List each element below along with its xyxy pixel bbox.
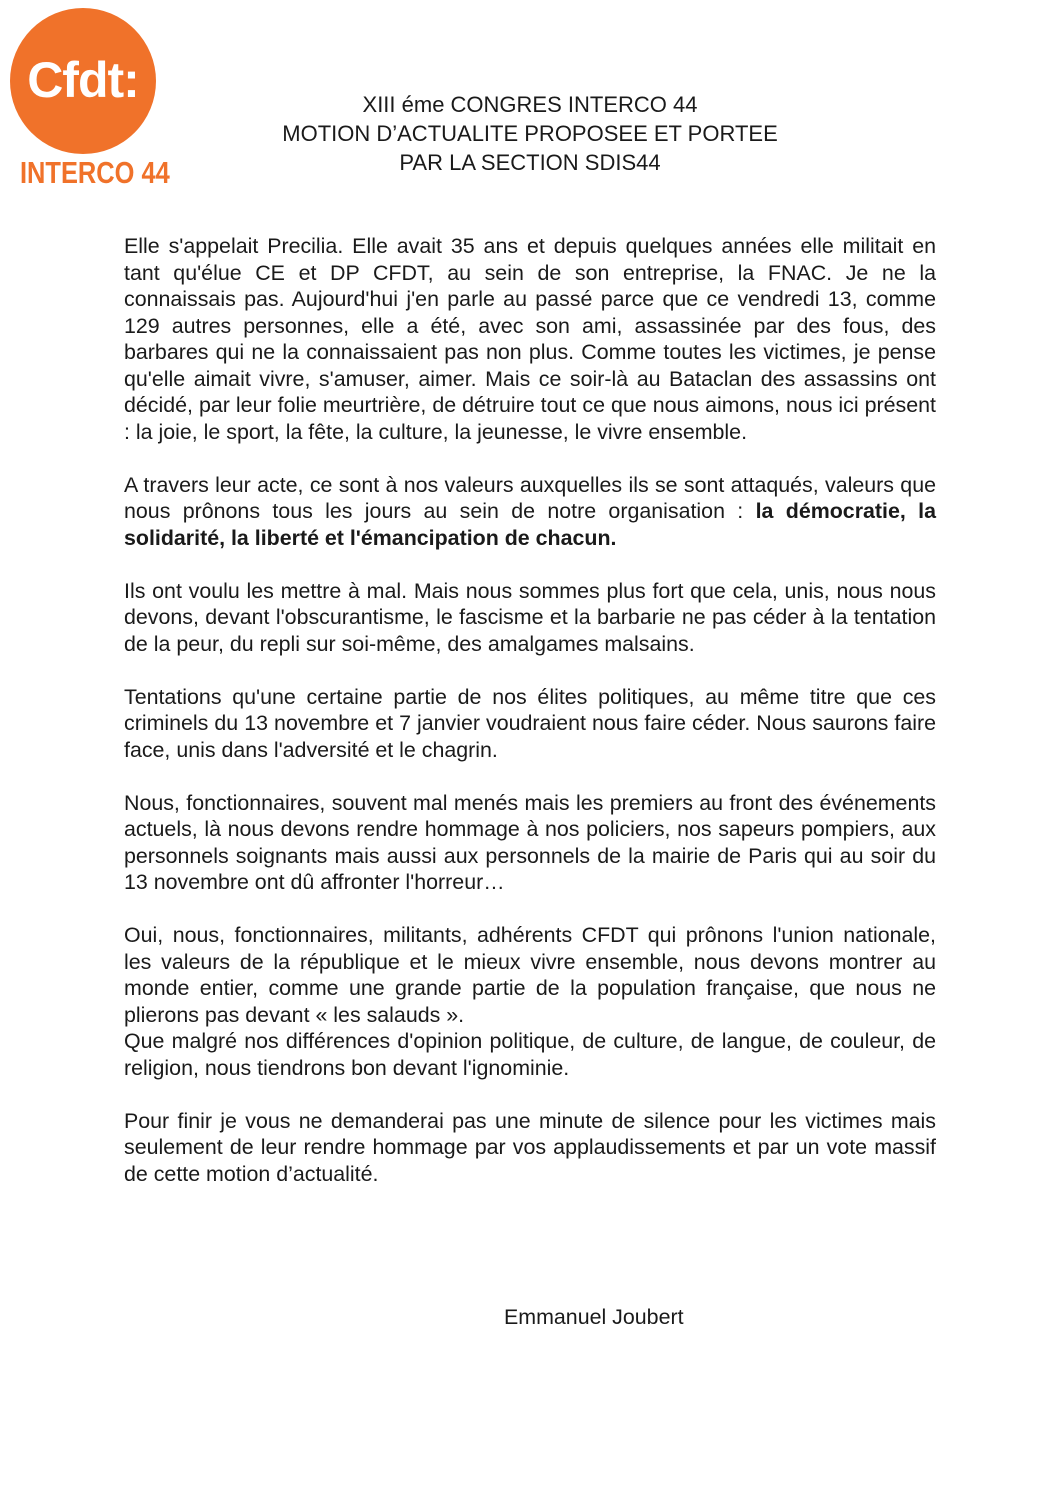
header-line-3: PAR LA SECTION SDIS44 bbox=[399, 150, 661, 175]
paragraph-8: Pour finir je vous ne demanderai pas une minute de silence pour les victimes mais seulement de leur rendre hommage par vos applaudissements et par un vote massif de cette motion d’actualité. bbox=[124, 1108, 936, 1186]
paragraph-4: Tentations qu'une certaine partie de nos élites politiques, au même titre que ces criminels du 13 novembre et 7 janvier voudraient nous faire céder. Nous saurons faire face, unis dans l'adversité et le chagrin. bbox=[124, 684, 936, 762]
paragraph-3: Ils ont voulu les mettre à mal. Mais nous sommes plus fort que cela, unis, nous nous devons, devant l'obscurantisme, le fascisme et la barbarie ne pas céder à la tentation de la peur, du repli sur soi-même, des amalgames malsains. bbox=[124, 578, 936, 656]
paragraph-1: Elle s'appelait Precilia. Elle avait 35 ans et depuis quelques années elle militait en tant qu'élue CE et DP CFDT, au sein de son entreprise, la FNAC. Je ne la connaissais pas. Aujourd'hui j'en parle au passé parce que ce vendredi 13, comme 129 autres personnes, elle a été, avec son ami, assassinée par des fous, des barbares qui ne la connaissaient pas non plus. Comme toutes les victimes, je pense qu'elle aimait vivre, s'amuser, aimer. Mais ce soir-là au Bataclan des assassins ont décidé, par leur folie meurtrière, de détruire tout ce que nous aimons, nous ici présent : la joie, le sport, la fête, la culture, la jeunesse, le vivre ensemble. bbox=[124, 234, 936, 444]
paragraph-2-text: A travers leur acte, ce sont à nos valeurs auxquelles ils se sont attaqués, valeurs que nous prônons tous les jours au sein de notre organisation : bbox=[124, 472, 936, 523]
logo-mark: Cfdt: bbox=[27, 52, 139, 108]
cfdt-interco-logo bbox=[6, 8, 170, 190]
paragraph-2 bbox=[124, 472, 936, 552]
paragraph-5: Nous, fonctionnaires, souvent mal menés mais les premiers au front des événements actuels, là nous devons rendre hommage à nos policiers, nos sapeurs pompiers, aux personnels soignants mais aussi aux personnels de la mairie de Paris qui au soir du 13 novembre ont dû affronter l'horreur… bbox=[124, 790, 936, 894]
document-header bbox=[200, 90, 860, 177]
header-line-2: MOTION D’ACTUALITE PROPOSEE ET PORTEE bbox=[282, 121, 778, 146]
paragraph-7: Que malgré nos différences d'opinion politique, de culture, de langue, de couleur, de religion, nous tiendrons bon devant l'ignominie. bbox=[124, 1029, 936, 1080]
logo-subtitle: INTERCO 44 bbox=[20, 155, 170, 190]
header-line-1: XIII éme CONGRES INTERCO 44 bbox=[362, 92, 698, 117]
motion-body bbox=[124, 233, 936, 1214]
paragraph-2-values: la démocratie, la solidarité, la liberté et l'émancipation de chacun. bbox=[124, 499, 936, 550]
paragraph-6: Oui, nous, fonctionnaires, militants, adhérents CFDT qui prônons l'union nationale, les valeurs de la république et le mieux vivre ensemble, nous devons montrer au monde entier, comme une grande partie de la population française, que nous ne plierons pas devant « les salauds ». bbox=[124, 923, 936, 1027]
signature: Emmanuel Joubert bbox=[504, 1305, 684, 1329]
